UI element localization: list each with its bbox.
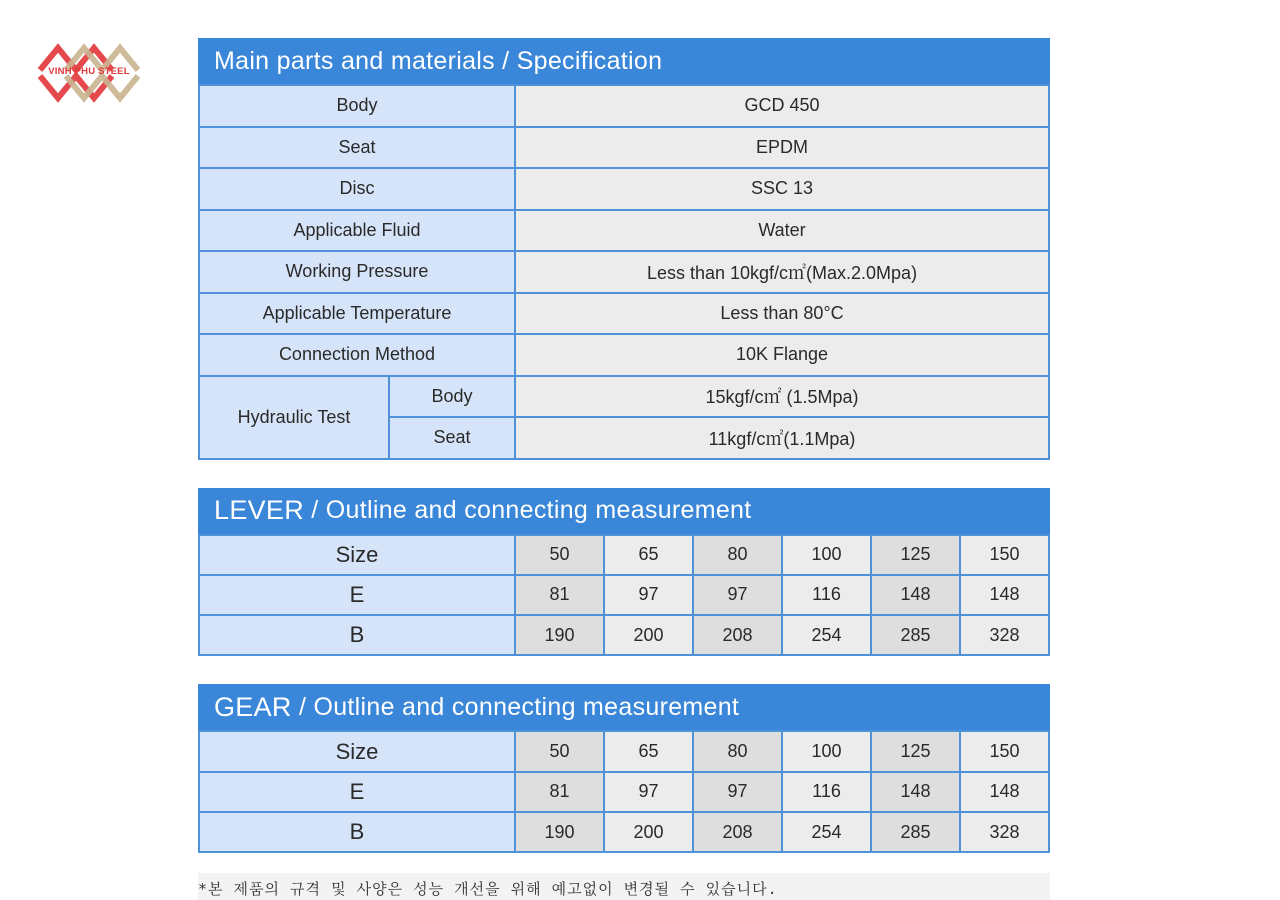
row-label: B [199,812,515,852]
spec-label: Body [199,85,515,127]
table-cell: 100 [782,535,871,575]
table-cell: 97 [693,772,782,812]
lever-table [198,534,1050,657]
spec-label: Applicable Temperature [199,293,515,335]
table-cell: 97 [693,575,782,615]
table-cell: 148 [960,575,1049,615]
spec-value: Water [515,210,1049,252]
lever-row-e [199,575,1049,615]
table-cell: 50 [515,535,604,575]
row-label: B [199,615,515,655]
spec-row-body [199,85,1049,127]
table-cell: 150 [960,535,1049,575]
spec-row-fluid [199,210,1049,252]
gear-row-e [199,772,1049,812]
spec-value: 10K Flange [515,334,1049,376]
gear-row-b [199,812,1049,852]
spec-table [198,84,1050,460]
table-cell: 80 [693,731,782,771]
spec-row-pressure [199,251,1049,293]
table-cell: 65 [604,731,693,771]
table-cell: 190 [515,812,604,852]
lever-title-strong: LEVER [214,495,305,525]
spec-value: GCD 450 [515,85,1049,127]
spec-value: Less than 10kgf/c㎡(Max.2.0Mpa) [515,251,1049,293]
gear-title-strong: GEAR [214,691,292,722]
hydraulic-sub-label: Seat [389,417,515,459]
table-cell: 148 [871,772,960,812]
spec-row-disc [199,168,1049,210]
hydraulic-sub-value: 15kgf/c㎡ (1.5Mpa) [515,376,1049,418]
spec-row-hydraulic-body [199,376,1049,418]
table-cell: 328 [960,812,1049,852]
gear-title-rest: / Outline and connecting measurement [291,692,740,721]
table-cell: 150 [960,731,1049,771]
lever-title-rest: / Outline and connecting measurement [304,496,752,524]
table-cell: 97 [604,772,693,812]
table-cell: 285 [871,615,960,655]
spec-label: Disc [199,168,515,210]
table-cell: 208 [693,812,782,852]
table-cell: 190 [515,615,604,655]
table-cell: 125 [871,731,960,771]
table-cell: 254 [782,615,871,655]
spec-value: SSC 13 [515,168,1049,210]
footnote-text: *본 제품의 규격 및 사양은 성능 개선을 위해 예고없이 변경될 수 있습니다. [198,879,778,898]
spec-value: EPDM [515,127,1049,169]
table-cell: 285 [871,812,960,852]
table-cell: 97 [604,575,693,615]
spec-label: Connection Method [199,334,515,376]
hydraulic-test-label: Hydraulic Test [199,376,389,459]
hydraulic-sub-value: 11kgf/c㎡(1.1Mpa) [515,417,1049,459]
row-label: Size [199,535,515,575]
spec-label: Working Pressure [199,251,515,293]
footnote [198,873,1050,900]
table-cell: 81 [515,772,604,812]
spec-sheet [198,38,1050,900]
table-cell: 80 [693,535,782,575]
logo-text: VINH PHU STEEL [48,66,130,77]
spec-label: Applicable Fluid [199,210,515,252]
table-cell: 200 [604,615,693,655]
table-cell: 148 [960,772,1049,812]
spec-row-seat [199,127,1049,169]
spec-label: Seat [199,127,515,169]
lever-row-b [199,615,1049,655]
spec-row-temperature [199,293,1049,335]
table-cell: 116 [782,772,871,812]
table-cell: 208 [693,615,782,655]
table-cell: 65 [604,535,693,575]
lever-header [198,488,1050,534]
table-cell: 200 [604,812,693,852]
table-cell: 100 [782,731,871,771]
spec-value: Less than 80°C [515,293,1049,335]
spec-row-connection [199,334,1049,376]
table-cell: 148 [871,575,960,615]
gear-header [198,684,1050,730]
spec-title: Main parts and materials / Specification [214,46,663,75]
row-label: E [199,575,515,615]
table-cell: 328 [960,615,1049,655]
table-cell: 50 [515,731,604,771]
gear-table [198,730,1050,853]
table-cell: 116 [782,575,871,615]
table-cell: 81 [515,575,604,615]
row-label: E [199,772,515,812]
hydraulic-sub-label: Body [389,376,515,418]
row-label: Size [199,731,515,771]
table-cell: 254 [782,812,871,852]
vinh-phu-steel-logo [36,40,142,106]
gear-row-size [199,731,1049,771]
table-cell: 125 [871,535,960,575]
lever-row-size [199,535,1049,575]
spec-header [198,38,1050,84]
